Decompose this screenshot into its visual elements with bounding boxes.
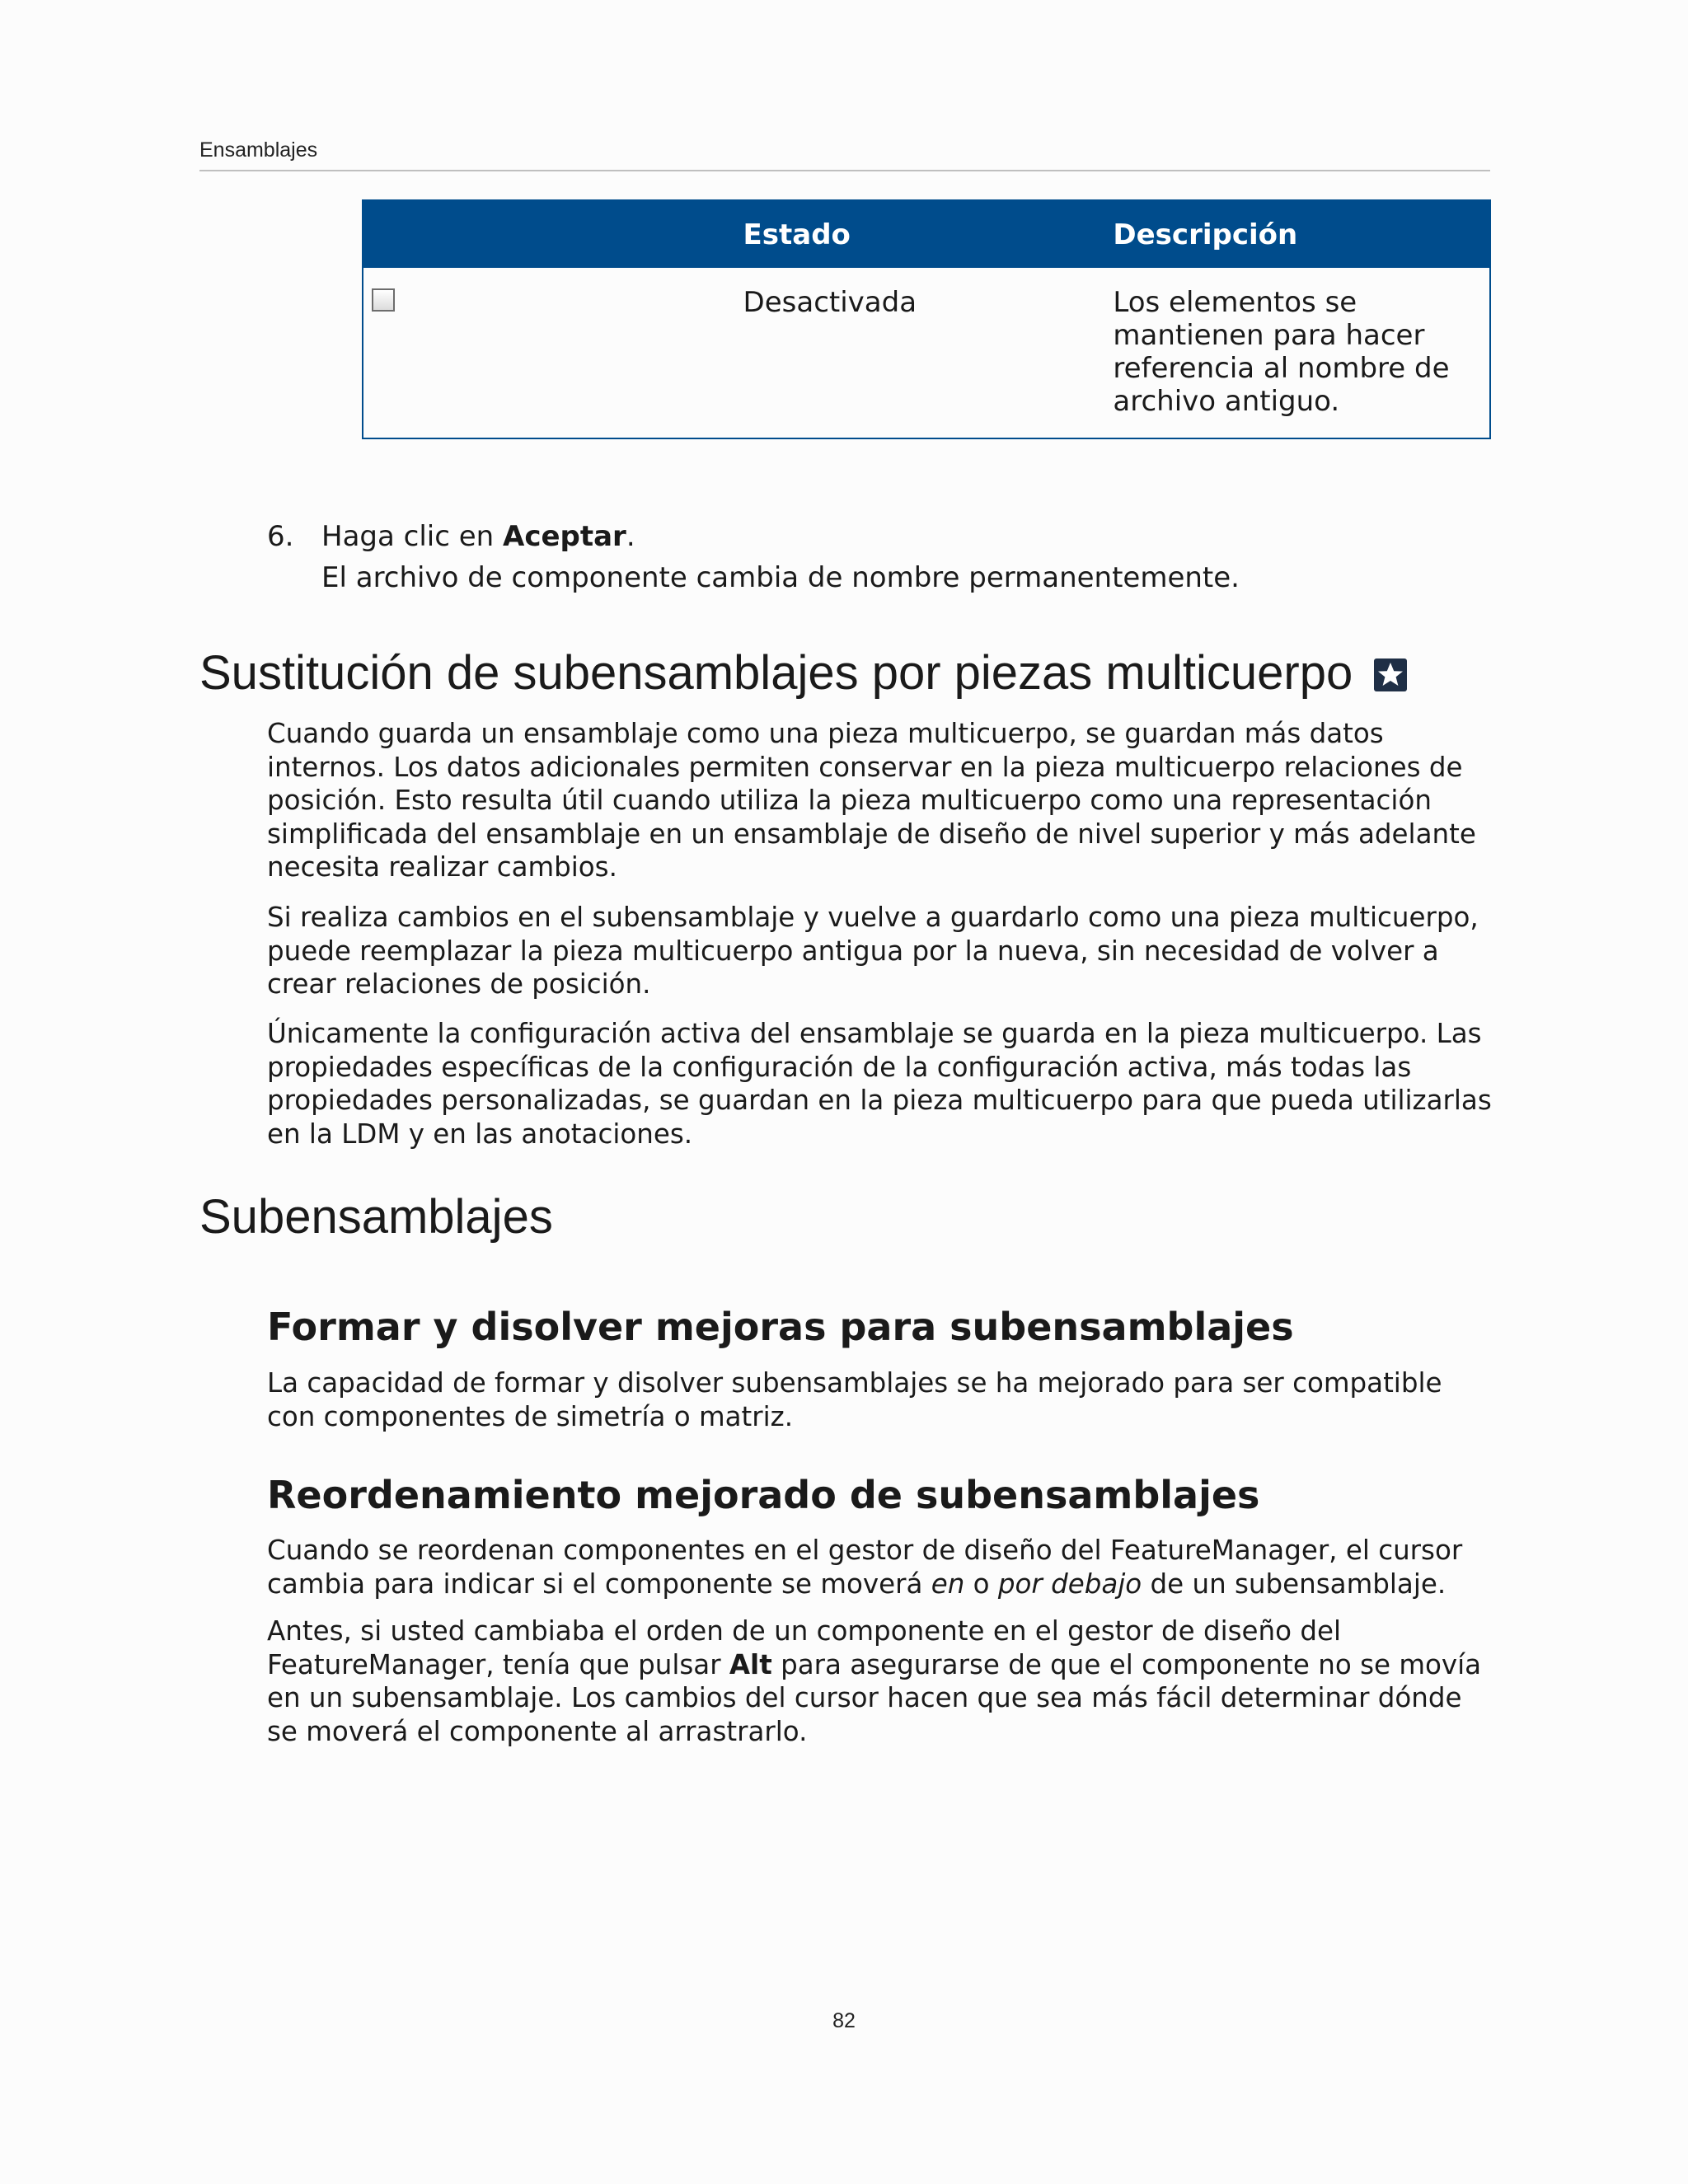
heading-subassemblies: Subensamblajes bbox=[199, 1190, 553, 1244]
table-header-row bbox=[363, 200, 1490, 268]
multibody-paragraph-2: Si realiza cambios en el subensamblaje y vuelve a guardarlo como una pieza multicuerpo, puede reemplazar la pieza multicuerpo antigua por la nueva, sin necesidad de volver a crear relaciones de posición. bbox=[267, 902, 1479, 1000]
table-cell-description: Los elementos se mantienen para hacer referencia al nombre de archivo antiguo. bbox=[1113, 286, 1450, 418]
reorder-p2-text-a: Antes, si usted cambiaba el orden de un componente en el gestor de diseño del FeatureManager, tenía que pulsar bbox=[267, 1615, 1341, 1680]
reorder-paragraph-2 bbox=[267, 1615, 1495, 1748]
table-header-state: Estado bbox=[743, 200, 1114, 268]
reorder-p1-emphasis-in: en bbox=[931, 1568, 965, 1600]
table-row bbox=[363, 268, 1490, 438]
reorder-p2-text-b: para asegurarse de que el componente no se movía en un subensamblaje. Los cambios del cursor hacen que sea más fácil determinar dónde se moverá el componente al arrastrarlo. bbox=[267, 1648, 1482, 1747]
reorder-p1-text-b: o bbox=[964, 1568, 998, 1600]
reorder-p1-text-a: Cuando se reordenan componentes en el gestor de diseño del FeatureManager, el cursor cambia para indicar si el componente se moverá bbox=[267, 1535, 1463, 1600]
step-text-after: . bbox=[626, 520, 635, 553]
step-result: El archivo de componente cambia de nombre permanentemente. bbox=[321, 561, 1240, 594]
status-table bbox=[362, 199, 1491, 439]
page-number: 82 bbox=[832, 2009, 856, 2032]
reorder-p1-text-c: de un subensamblaje. bbox=[1142, 1568, 1447, 1600]
heading-multibody bbox=[199, 646, 1407, 701]
form-dissolve-paragraph: La capacidad de formar y disolver subensamblajes se ha mejorado para ser compatible con componentes de simetría o matriz. bbox=[267, 1367, 1442, 1432]
table-cell-state: Desactivada bbox=[743, 286, 917, 319]
reorder-p1-emphasis-below: por debajo bbox=[997, 1568, 1142, 1600]
table-cell-icon bbox=[363, 268, 743, 438]
step-6 bbox=[267, 519, 1487, 595]
step-body bbox=[321, 519, 1487, 595]
step-instruction bbox=[321, 519, 1487, 554]
running-header: Ensamblajes bbox=[199, 138, 1490, 171]
checkbox-unchecked-icon bbox=[372, 288, 395, 312]
reorder-paragraph-1 bbox=[267, 1534, 1495, 1601]
new-feature-star-icon bbox=[1374, 658, 1407, 691]
multibody-paragraph-1: Cuando guarda un ensamblaje como una pieza multicuerpo, se guardan más datos internos. Los datos adicionales permiten conservar en la pieza multicuerpo relaciones de posición. Esto resulta útil cuando utiliza la pieza multicuerpo como una representación simplificada del ensamblaje en un ensamblaje de diseño de nivel superior y más adelante necesita realizar cambios. bbox=[267, 718, 1476, 883]
step-text-before: Haga clic en bbox=[321, 520, 503, 553]
accept-command: Aceptar bbox=[503, 520, 626, 553]
heading-multibody-text: Sustitución de subensamblajes por piezas multicuerpo bbox=[199, 646, 1353, 700]
table-header-description: Descripción bbox=[1113, 200, 1490, 268]
table-header-icon bbox=[363, 200, 743, 268]
heading-form-dissolve: Formar y disolver mejoras para subensamblajes bbox=[267, 1305, 1294, 1349]
heading-reorder: Reordenamiento mejorado de subensamblajes bbox=[267, 1473, 1260, 1517]
alt-key: Alt bbox=[729, 1648, 772, 1680]
step-number: 6. bbox=[267, 520, 294, 553]
multibody-paragraph-3: Únicamente la configuración activa del ensamblaje se guarda en la pieza multicuerpo. Las propiedades específicas de la configuración de la configuración activa, más todas las propiedades personalizadas, se guardan en la pieza multicuerpo para que pueda utilizarlas en la LDM y en las anotaciones. bbox=[267, 1018, 1492, 1150]
